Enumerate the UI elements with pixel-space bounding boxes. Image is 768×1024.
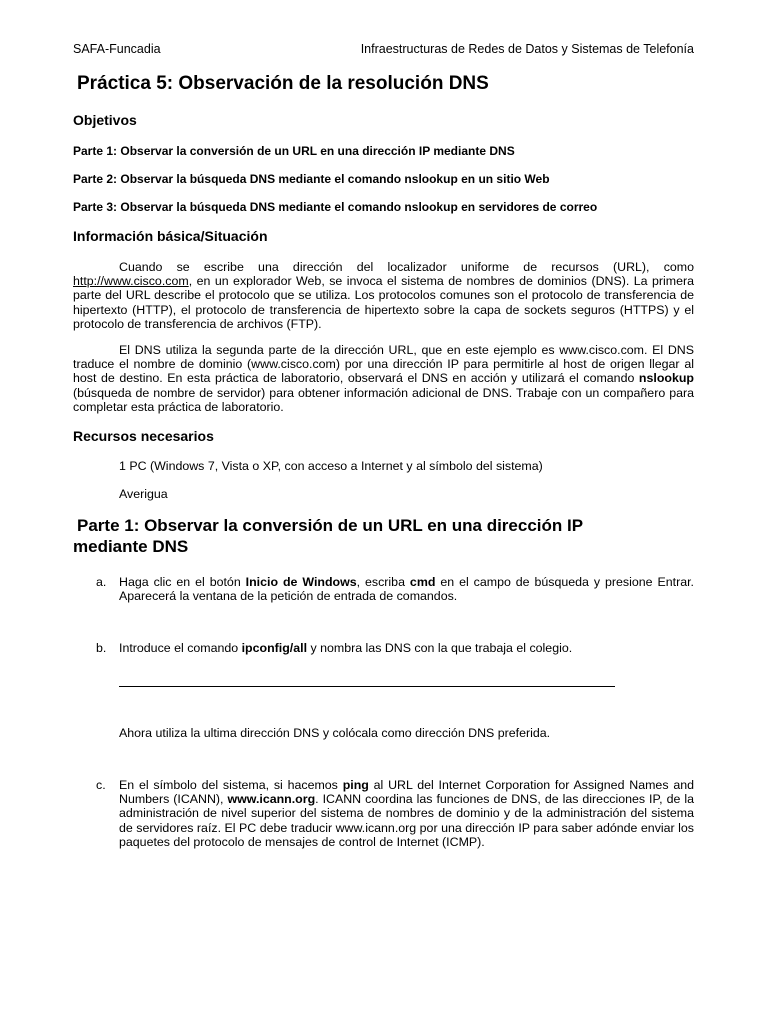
parte1-heading-line1: Parte 1: Observar la conversión de un URL en una dirección IP — [77, 516, 584, 535]
recurso-item-2: Averigua — [119, 487, 168, 501]
step-b-text: Introduce el comando ipconfig/all y nombra las DNS con la que trabaja el colegio. — [119, 641, 573, 655]
header-right: Infraestructuras de Redes de Datos y Sistemas de Telefonía — [360, 42, 694, 56]
info-p2-text-b: (búsqueda de nombre de servidor) para obtener información adicional de DNS. Trabaje con un compañero para completar esta práctica de laboratorio. — [73, 385, 694, 414]
nslookup-term: nslookup — [638, 371, 694, 386]
step-c-letter: c. — [96, 778, 106, 792]
step-c-text: En el símbolo del sistema, si hacemos ping al URL del Internet Corporation for Assigned Names and Numbers (ICANN), www.icann.org. ICANN coordina las funciones de DNS, de las direcciones IP, de la administración de nivel superior del sistema de nombres de dominio y de la administración del sistema de servidores raíz. El PC debe traducir www.icann.org por una dirección IP para saber adónde enviar los paquetes del protocolo de mensajes de control de Internet (ICMP). — [119, 778, 694, 849]
answer-line[interactable] — [119, 686, 615, 687]
parte1-heading-line2: mediante DNS — [73, 536, 189, 556]
objetivo-parte-1: Parte 1: Observar la conversión de un URL en una dirección IP mediante DNS — [73, 144, 515, 158]
info-p1-text-a: Cuando se escribe una dirección del localizador uniforme de recursos (URL), como — [119, 260, 694, 274]
recursos-heading: Recursos necesarios — [73, 428, 214, 444]
info-p1-text-b: , en un explorador Web, se invoca el sistema de nombres de dominios (DNS). La primera parte del URL describe el protocolo que se utiliza. Los protocolos comunes son el protocolo de transferencia de hipertexto (HTTP), el protocolo de transferencia de hipertexto sobre la capa de sockets seguros (HTTPS) y el protocolo de transferencia de archivos (FTP). — [73, 274, 694, 331]
step-a — [73, 575, 694, 603]
objetivo-parte-2: Parte 2: Observar la búsqueda DNS mediante el comando nslookup en un sitio Web — [73, 172, 550, 186]
recurso-item-1: 1 PC (Windows 7, Vista o XP, con acceso a Internet y al símbolo del sistema) — [119, 459, 543, 473]
page-title: Práctica 5: Observación de la resolución DNS — [77, 73, 489, 94]
objetivos-heading: Objetivos — [73, 112, 137, 128]
info-paragraph-2 — [73, 343, 694, 414]
info-paragraph-1 — [73, 260, 694, 331]
header-left: SAFA-Funcadia — [73, 42, 161, 56]
step-a-letter: a. — [96, 575, 107, 589]
cisco-link[interactable]: http://www.cisco.com — [73, 274, 189, 289]
info-heading: Información básica/Situación — [73, 228, 268, 244]
step-b — [73, 641, 694, 655]
step-a-text: Haga clic en el botón Inicio de Windows, escriba cmd en el campo de búsqueda y presione Entrar. Aparecerá la ventana de la petición de entrada de comandos. — [119, 575, 694, 604]
step-c — [73, 778, 694, 849]
objetivo-parte-3: Parte 3: Observar la búsqueda DNS mediante el comando nslookup en servidores de correo — [73, 200, 598, 214]
info-p2-text-a: El DNS utiliza la segunda parte de la dirección URL, que en este ejemplo es www.cisco.com. El DNS traduce el nombre de dominio (www.cisco.com) por una dirección IP para permitirle al host de origen llegar al host de destino. En esta práctica de laboratorio, observará el DNS en acción y utilizará el comando — [73, 343, 694, 386]
step-b-followup: Ahora utiliza la ultima dirección DNS y colócala como dirección DNS preferida. — [119, 726, 551, 740]
step-b-letter: b. — [96, 641, 107, 655]
parte1-heading — [73, 516, 673, 557]
